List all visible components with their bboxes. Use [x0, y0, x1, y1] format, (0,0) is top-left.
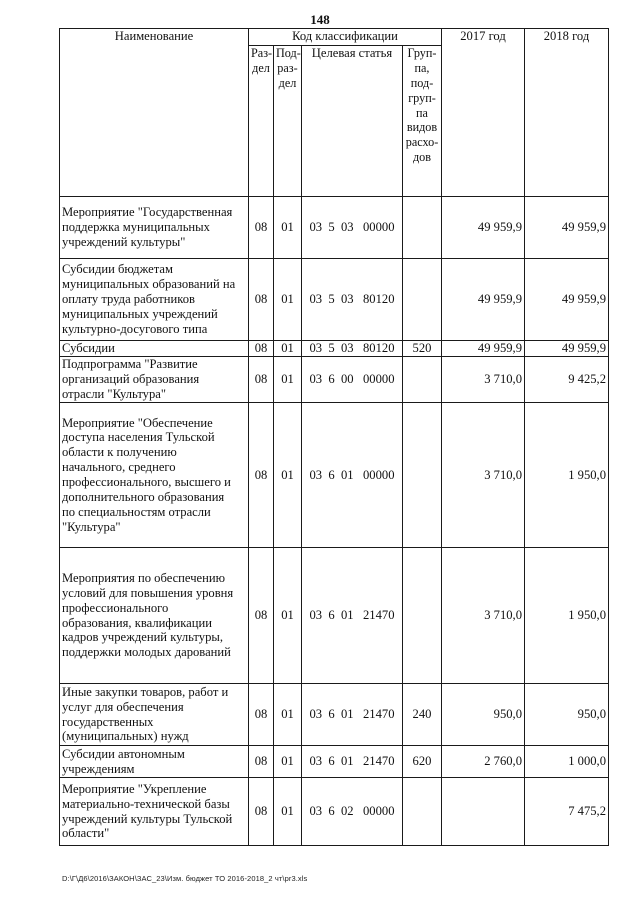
row-amount-2018: 49 959,9 — [525, 341, 609, 357]
row-group: 620 — [403, 746, 442, 778]
header-podrazdel — [274, 46, 302, 197]
page-number: 148 — [310, 12, 330, 27]
row-name-line: государственных — [62, 714, 154, 729]
row-razdel: 08 — [249, 778, 274, 846]
row-name-line: Субсидии бюджетам — [62, 262, 173, 277]
table-row — [60, 548, 609, 684]
row-name-line: муниципальных учреждений — [62, 306, 218, 321]
row-name — [60, 684, 249, 746]
row-razdel: 08 — [249, 341, 274, 357]
row-amount-2017: 3 710,0 — [442, 357, 525, 403]
row-name-line: "Культура" — [62, 519, 121, 534]
row-name-line: материально-технической базы — [62, 796, 230, 811]
row-name-line: поддержка муниципальных — [62, 220, 210, 235]
row-amount-2018: 49 959,9 — [525, 197, 609, 259]
table-row — [60, 259, 609, 341]
row-name-line: учреждений культуры" — [62, 234, 186, 249]
row-amount-2017: 49 959,9 — [442, 341, 525, 357]
file-path-footer: D:\Г\Д6\2016\ЗАКОН\ЗАС_23\Изм. бюджет ТО 2016-2018_2 чт\рr3.xls — [62, 874, 308, 883]
row-name-line: области" — [62, 826, 110, 841]
row-name-line: кадров учреждений культуры, — [62, 630, 223, 645]
row-amount-2017: 3 710,0 — [442, 403, 525, 548]
row-podrazdel: 01 — [274, 403, 302, 548]
header-line: видов — [406, 120, 438, 135]
row-name-line: оплату труда работников — [62, 292, 195, 307]
row-name-line: Мероприятие "Государственная — [62, 205, 233, 220]
row-name-line: профессионального — [62, 600, 169, 615]
header-line: па — [416, 105, 428, 120]
row-name-line: области к получению — [62, 445, 177, 460]
row-name-line: условий для повышения уровня — [62, 585, 234, 600]
header-line: Раз- — [251, 46, 273, 60]
row-target-article: 03 6 01 21470 — [302, 746, 403, 778]
row-group — [403, 357, 442, 403]
row-razdel: 08 — [249, 684, 274, 746]
row-amount-2018: 49 959,9 — [525, 259, 609, 341]
header-group — [403, 46, 442, 197]
row-razdel: 08 — [249, 403, 274, 548]
row-name — [60, 403, 249, 548]
row-target-article: 03 6 02 00000 — [302, 778, 403, 846]
header-year-2018: 2018 год — [525, 29, 609, 197]
row-podrazdel: 01 — [274, 778, 302, 846]
row-podrazdel: 01 — [274, 259, 302, 341]
row-amount-2018: 7 475,2 — [525, 778, 609, 846]
row-target-article: 03 5 03 80120 — [302, 259, 403, 341]
row-target-article: 03 5 03 80120 — [302, 341, 403, 357]
row-name-line: поддержки молодых дарований — [62, 645, 231, 660]
row-name — [60, 548, 249, 684]
row-razdel: 08 — [249, 259, 274, 341]
row-name — [60, 778, 249, 846]
row-target-article: 03 6 01 00000 — [302, 403, 403, 548]
row-name-line: Подпрограмма "Развитие — [62, 357, 198, 372]
row-amount-2018: 1 000,0 — [525, 746, 609, 778]
row-amount-2017: 2 760,0 — [442, 746, 525, 778]
row-name-line: (муниципальных) нужд — [62, 729, 189, 744]
header-line: груп- — [408, 90, 436, 105]
header-year-2017: 2017 год — [442, 29, 525, 197]
row-group — [403, 259, 442, 341]
header-razdel — [249, 46, 274, 197]
header-classification: Код классификации — [249, 29, 442, 46]
row-podrazdel: 01 — [274, 357, 302, 403]
header-line: расхо- — [405, 135, 439, 150]
row-target-article: 03 6 01 21470 — [302, 548, 403, 684]
row-name-line: Мероприятие "Укрепление — [62, 781, 207, 796]
budget-table — [59, 28, 609, 846]
row-name-line: Субсидии — [62, 341, 115, 356]
table-row — [60, 403, 609, 548]
row-group — [403, 197, 442, 259]
row-podrazdel: 01 — [274, 548, 302, 684]
row-name-line: отрасли "Культура" — [62, 386, 166, 401]
row-podrazdel: 01 — [274, 746, 302, 778]
table-row — [60, 341, 609, 357]
row-podrazdel: 01 — [274, 684, 302, 746]
row-name-line: начального, среднего — [62, 460, 176, 475]
row-name-line: организаций образования — [62, 372, 200, 387]
row-group — [403, 548, 442, 684]
table-row — [60, 778, 609, 846]
header-line: дел — [252, 60, 270, 75]
row-name-line: учреждений культуры Тульской — [62, 811, 233, 826]
row-name-line: по специальностям отрасли — [62, 504, 211, 519]
table-row — [60, 684, 609, 746]
row-target-article: 03 6 01 21470 — [302, 684, 403, 746]
header-line: Груп- — [407, 46, 437, 60]
table-row — [60, 197, 609, 259]
table-row — [60, 357, 609, 403]
row-name-line: образования, квалификации — [62, 615, 212, 630]
row-amount-2018: 1 950,0 — [525, 403, 609, 548]
row-razdel: 08 — [249, 357, 274, 403]
row-name-line: учреждениям — [62, 761, 135, 776]
row-amount-2018: 950,0 — [525, 684, 609, 746]
row-name — [60, 746, 249, 778]
row-amount-2017: 49 959,9 — [442, 259, 525, 341]
row-target-article: 03 5 03 00000 — [302, 197, 403, 259]
row-amount-2018: 1 950,0 — [525, 548, 609, 684]
row-amount-2018: 9 425,2 — [525, 357, 609, 403]
row-podrazdel: 01 — [274, 341, 302, 357]
row-name-line: доступа населения Тульской — [62, 430, 215, 445]
row-name-line: дополнительного образования — [62, 489, 225, 504]
row-amount-2017: 950,0 — [442, 684, 525, 746]
row-group: 520 — [403, 341, 442, 357]
row-razdel: 08 — [249, 548, 274, 684]
row-amount-2017: 3 710,0 — [442, 548, 525, 684]
header-target-article: Целевая статья — [302, 46, 403, 197]
row-podrazdel: 01 — [274, 197, 302, 259]
row-name-line: Субсидии автономным — [62, 746, 185, 761]
row-name-line: культурно-досугового типа — [62, 321, 208, 336]
row-name — [60, 259, 249, 341]
row-name-line: Мероприятия по обеспечению — [62, 570, 226, 585]
row-target-article: 03 6 00 00000 — [302, 357, 403, 403]
header-line: раз- — [277, 60, 298, 75]
header-name: Наименование — [60, 29, 249, 197]
header-line: Под- — [276, 46, 301, 60]
row-name — [60, 197, 249, 259]
row-group — [403, 778, 442, 846]
row-name — [60, 341, 249, 357]
row-name-line: муниципальных образований на — [62, 277, 236, 292]
table-body — [60, 197, 609, 846]
row-name-line: Иные закупки товаров, работ и — [62, 684, 229, 699]
row-amount-2017: 49 959,9 — [442, 197, 525, 259]
row-name-line: профессионального, высшего и — [62, 475, 231, 489]
row-name — [60, 357, 249, 403]
row-name-line: Мероприятие "Обеспечение — [62, 415, 213, 430]
header-line: под- — [410, 75, 434, 90]
table-row — [60, 746, 609, 778]
row-razdel: 08 — [249, 197, 274, 259]
header-line: па, — [414, 60, 430, 75]
row-group — [403, 403, 442, 548]
header-line: дов — [412, 150, 432, 165]
header-line: дел — [278, 75, 297, 90]
row-razdel: 08 — [249, 746, 274, 778]
row-amount-2017 — [442, 778, 525, 846]
row-group: 240 — [403, 684, 442, 746]
row-name-line: услуг для обеспечения — [62, 699, 184, 714]
